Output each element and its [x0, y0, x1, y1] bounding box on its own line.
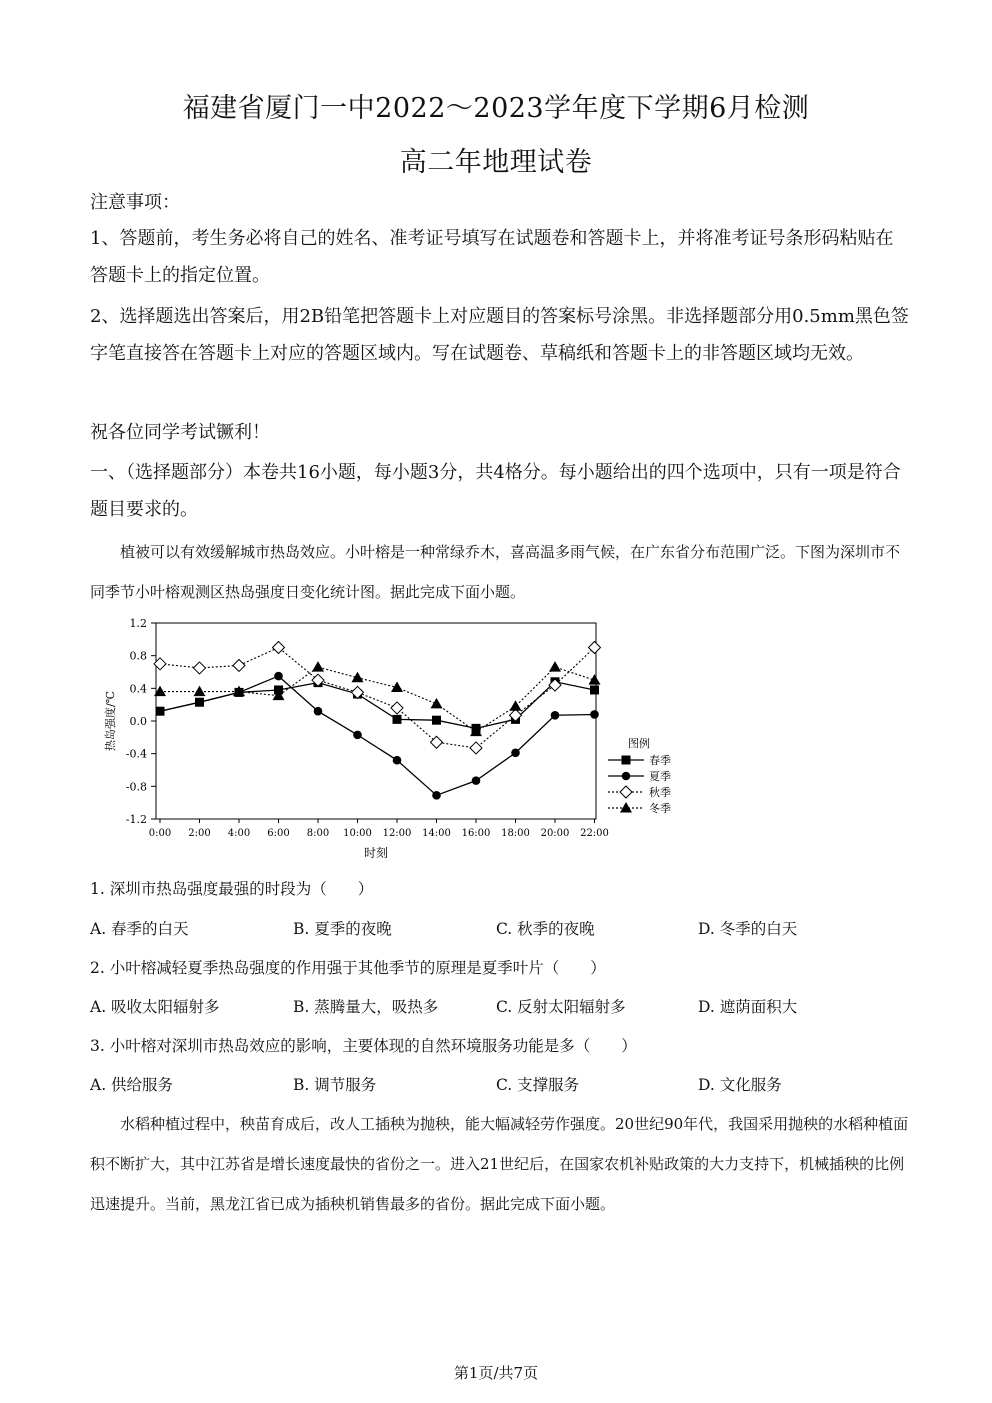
data-point: [549, 661, 561, 672]
chart-legend: [608, 736, 671, 815]
series-line: [160, 648, 595, 748]
data-point: [431, 698, 443, 709]
x-tick-label: 14:00: [422, 828, 451, 839]
section-heading: 一、（选择题部分）本卷共16小题，每小题3分，共4格分。每小题给出的四个选项中，只有一项是符合题目要求的。: [90, 462, 901, 520]
data-point: [156, 707, 165, 716]
y-tick-label: -0.4: [125, 747, 147, 761]
data-point: [393, 756, 402, 765]
series-2: [156, 672, 599, 800]
legend-marker: [620, 786, 632, 798]
y-tick-label: 0.4: [129, 682, 147, 696]
legend-label: 春季: [649, 754, 671, 767]
series-layer: [154, 642, 601, 800]
data-point: [195, 698, 204, 707]
q3-option-d[interactable]: D. 文化服务: [698, 1076, 782, 1094]
x-axis-label: 时刻: [363, 846, 389, 860]
good-luck-text: 祝各位同学考试镢利！: [90, 422, 270, 443]
legend-marker: [622, 756, 631, 765]
q3-option-c[interactable]: C. 支撑服务: [496, 1076, 580, 1094]
q2-option-a[interactable]: A. 吸收太阳辐射多: [90, 998, 220, 1016]
data-point: [194, 686, 206, 697]
y-tick-label: -1.2: [125, 813, 147, 826]
data-point: [470, 742, 482, 754]
q1-option-b[interactable]: B. 夏季的夜晚: [293, 920, 392, 938]
notice-item-1: 1、答题前，考生务必将自己的姓名、准考证号填写在试题卷和答题卡上，并将准考证号条形码粘贴在答题卡上的指定位置。: [90, 228, 894, 286]
exam-title: 福建省厦门一中2022～2023学年度下学期6月检测: [182, 93, 810, 124]
data-point: [432, 791, 441, 800]
x-tick-label: 22:00: [580, 828, 609, 839]
notice-heading: 注意事项：: [90, 192, 180, 213]
question-2-stem: 2. 小叶榕减轻夏季热岛强度的作用强于其他季节的原理是夏季叶片（ ）: [90, 959, 606, 977]
question-1-options: [90, 917, 910, 939]
data-point: [312, 661, 324, 672]
data-point: [511, 749, 520, 758]
data-point: [274, 672, 283, 681]
question-3-stem: 3. 小叶榕对深圳市热岛效应的影响，主要体现的自然环境服务功能是多（ ）: [90, 1037, 637, 1055]
x-tick-label: 20:00: [540, 828, 570, 839]
q2-option-d[interactable]: D. 遮荫面积大: [698, 998, 798, 1016]
legend-label: 夏季: [649, 770, 671, 783]
y-tick-label: -0.8: [125, 780, 147, 794]
page-footer: 第1页/共7页: [453, 1364, 539, 1382]
data-point: [590, 710, 599, 719]
data-point: [589, 642, 601, 654]
x-tick-label: 10:00: [343, 828, 372, 839]
x-axis: [149, 819, 609, 839]
data-point: [551, 711, 560, 720]
x-tick-label: 8:00: [306, 828, 330, 839]
q1-option-d[interactable]: D. 冬季的白天: [698, 920, 798, 938]
heat-island-chart: [100, 608, 680, 870]
data-point: [472, 776, 481, 785]
y-tick-label: 1.2: [129, 617, 147, 630]
x-tick-label: 18:00: [501, 828, 530, 839]
data-point: [194, 662, 206, 674]
series-line: [160, 676, 595, 795]
q3-option-b[interactable]: B. 调节服务: [293, 1076, 377, 1094]
series-1: [156, 677, 600, 733]
legend-marker: [622, 772, 631, 781]
legend-label: 秋季: [649, 786, 671, 799]
q1-option-c[interactable]: C. 秋季的夜晚: [496, 920, 595, 938]
passage-2: 水稻种植过程中，秧苗育成后，改人工插秧为抛秧，能大幅减轻劳作强度。20世纪90年代，我国采用抛秧的水稻种植面积不断扩大，其中江苏省是增长速度最快的省份之一。进入21世纪后，在国家农机补贴政策的大力支持下，机械插秧的比例迅速提升。当前，黑龙江省已成为插秧机销售最多的省份。据此完成下面小题。: [90, 1115, 909, 1213]
question-2-options: [90, 995, 910, 1017]
legend-title: 图例: [628, 737, 650, 750]
data-point: [314, 707, 323, 716]
passage-1: 植被可以有效缓解城市热岛效应。小叶榕是一种常绿乔木，喜高温多雨气候，在广东省分布范围广泛。下图为深圳市不同季节小叶榕观测区热岛强度日变化统计图。据此完成下面小题。: [90, 543, 901, 601]
q1-option-a[interactable]: A. 春季的白天: [90, 920, 189, 938]
data-point: [353, 731, 362, 740]
q2-option-c[interactable]: C. 反射太阳辐射多: [496, 998, 626, 1016]
chart-plot-frame: [156, 623, 596, 819]
x-tick-label: 4:00: [227, 828, 251, 839]
x-tick-label: 0:00: [148, 828, 172, 839]
data-point: [273, 642, 285, 654]
question-3-options: [90, 1073, 910, 1095]
x-tick-label: 12:00: [382, 828, 412, 839]
exam-subtitle: 高二年地理试卷: [399, 147, 593, 178]
y-axis: [126, 617, 156, 826]
data-point: [589, 674, 601, 685]
legend-marker: [620, 802, 632, 813]
data-point: [590, 685, 599, 694]
legend-label: 冬季: [649, 802, 671, 815]
series-line: [160, 682, 595, 729]
q3-option-a[interactable]: A. 供给服务: [90, 1076, 174, 1094]
data-point: [432, 716, 441, 725]
data-point: [393, 715, 402, 724]
x-tick-label: 16:00: [461, 828, 491, 839]
notice-item-2: 2、选择题选出答案后，用2B铅笔把答题卡上对应题目的答案标号涂黑。非选择题部分用0.5mm黑色签字笔直接答在答题卡上对应的答题区域内。写在试题卷、草稿纸和答题卡上的非答题区域均无效。: [90, 306, 909, 364]
question-1-stem: 1. 深圳市热岛强度最强的时段为（ ）: [90, 880, 374, 898]
data-point: [233, 659, 245, 671]
y-tick-label: 0.0: [129, 715, 147, 728]
series-3: [154, 642, 601, 754]
x-tick-label: 2:00: [188, 828, 211, 839]
data-point: [391, 702, 403, 714]
x-tick-label: 6:00: [267, 828, 290, 839]
y-axis-label: 热岛强度/℃: [104, 690, 117, 752]
y-tick-label: 0.8: [129, 649, 147, 663]
q2-option-b[interactable]: B. 蒸腾量大，吸热多: [293, 998, 439, 1016]
series-4: [154, 661, 601, 736]
series-line: [160, 667, 595, 732]
